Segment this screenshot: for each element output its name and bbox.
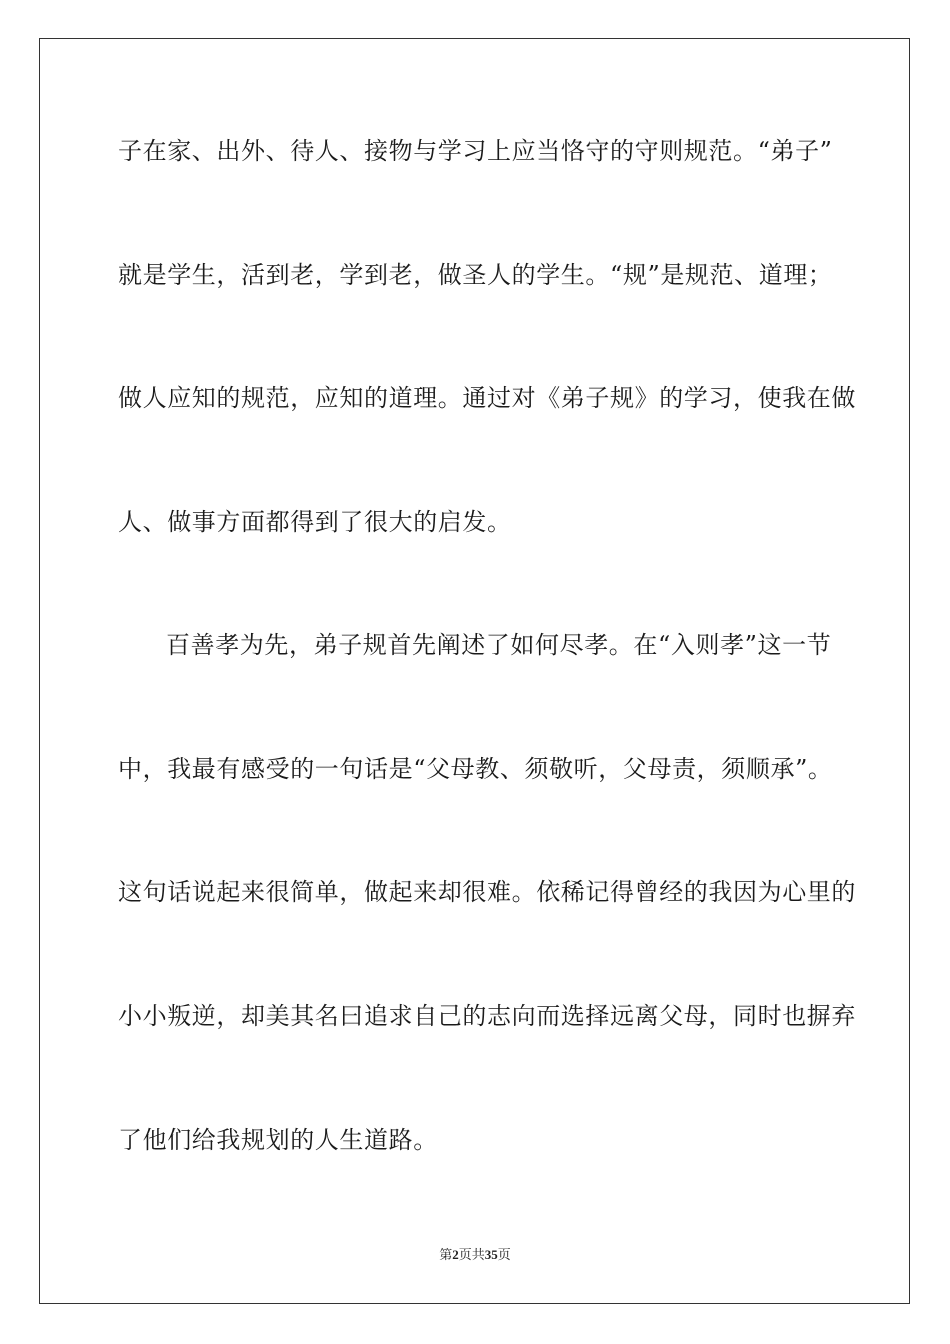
total-prefix: 共 bbox=[471, 1247, 485, 1262]
body-text-line: 这句话说起来很简单，做起来却很难。依稀记得曾经的我因为心里的 bbox=[118, 878, 856, 906]
page-suffix: 页 bbox=[458, 1247, 472, 1262]
page-prefix: 第 bbox=[439, 1247, 453, 1262]
body-text-line: 子在家、出外、待人、接物与学习上应当恪守的守则规范。“弟子” bbox=[118, 137, 833, 165]
page-border bbox=[39, 38, 910, 1304]
body-text-line: 小小叛逆，却美其名曰追求自己的志向而选择远离父母，同时也摒弃 bbox=[118, 1002, 856, 1030]
paragraph-first-line: 百善孝为先，弟子规首先阐述了如何尽孝。在“入则孝”这一节 bbox=[166, 631, 832, 659]
page-number: 2 bbox=[452, 1247, 459, 1262]
body-text-line: 人、做事方面都得到了很大的启发。 bbox=[118, 508, 512, 536]
body-text-line: 中，我最有感受的一句话是“父母教、须敬听，父母责，须顺承”。 bbox=[118, 755, 833, 783]
total-pages: 35 bbox=[484, 1247, 498, 1262]
page-footer bbox=[0, 1246, 950, 1264]
body-text-line: 就是学生，活到老，学到老，做圣人的学生。“规”是规范、道理； bbox=[118, 261, 833, 289]
body-text-line: 做人应知的规范，应知的道理。通过对《弟子规》的学习，使我在做 bbox=[118, 384, 856, 412]
total-suffix: 页 bbox=[497, 1247, 511, 1262]
body-text-line: 了他们给我规划的人生道路。 bbox=[118, 1126, 438, 1154]
